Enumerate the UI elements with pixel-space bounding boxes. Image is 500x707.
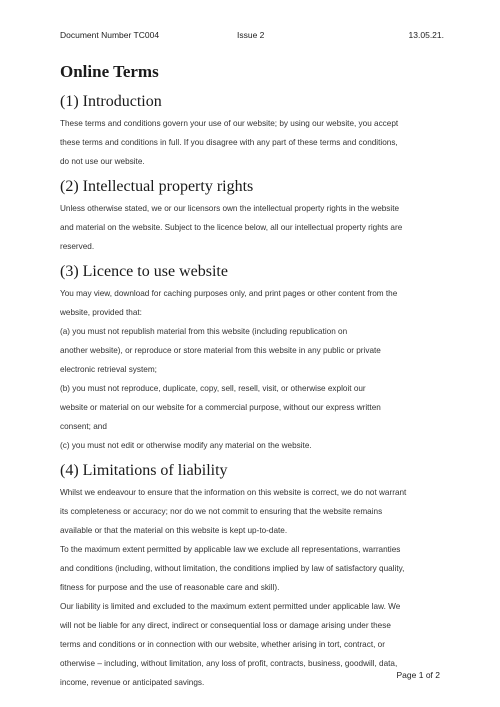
page-header: [60, 30, 444, 42]
paragraph-line: website, provided that:: [60, 308, 142, 317]
paragraph-line: terms and conditions or in connection with our website, whether arising in tort, contract, or: [60, 640, 385, 649]
paragraph-line: its completeness or accuracy; nor do we not commit to ensuring that the website remains: [60, 507, 383, 516]
section-licence: [60, 262, 446, 455]
section-introduction: [60, 92, 446, 171]
section-intellectual-property: [60, 177, 446, 256]
paragraph-line: (b) you must not reproduce, duplicate, copy, sell, resell, visit, or otherwise exploit our: [60, 384, 366, 393]
paragraph-line: another website), or reproduce or store material from this website in any public or private: [60, 346, 381, 355]
paragraph-line: You may view, download for caching purposes only, and print pages or other content from the: [60, 289, 398, 298]
paragraph-line: and material on the website. Subject to the licence below, all our intellectual property rights are: [60, 223, 403, 232]
issue-date: 13.05.21.: [408, 30, 444, 40]
page-number: Page 1 of 2: [396, 670, 440, 680]
section-heading: (4) Limitations of liability: [60, 462, 228, 479]
paragraph-line: website or material on our website for a commercial purpose, without our express written: [60, 403, 381, 412]
paragraph-line: do not use our website.: [60, 157, 145, 166]
paragraph-line: and conditions (including, without limitation, the conditions implied by law of satisfactory quality,: [60, 564, 405, 573]
paragraph-line: consent; and: [60, 422, 107, 431]
issue-number: Issue 2: [237, 30, 265, 40]
paragraph-line: Unless otherwise stated, we or our licensors own the intellectual property rights in the website: [60, 204, 400, 213]
document-title: Online Terms: [60, 62, 159, 81]
section-heading: (2) Intellectual property rights: [60, 178, 254, 195]
paragraph-line: (a) you must not republish material from this website (including republication on: [60, 327, 348, 336]
paragraph-line: electronic retrieval system;: [60, 365, 157, 374]
paragraph-line: Our liability is limited and excluded to the maximum extent permitted under applicable law. We: [60, 602, 401, 611]
paragraph-line: will not be liable for any direct, indirect or consequential loss or damage arising under these: [60, 621, 391, 630]
paragraph-line: (c) you must not edit or otherwise modify any material on the website.: [60, 441, 312, 450]
paragraph-line: fitness for purpose and the use of reasonable care and skill).: [60, 583, 280, 592]
section-liability: [60, 461, 446, 692]
document-body: [60, 62, 446, 698]
paragraph-line: otherwise – including, without limitation, any loss of profit, contracts, business, goodwill, data,: [60, 659, 398, 668]
paragraph-line: income, revenue or anticipated savings.: [60, 678, 205, 687]
section-heading: (1) Introduction: [60, 93, 162, 110]
paragraph-line: available or that the material on this website is kept up-to-date.: [60, 526, 288, 535]
document-number: Document Number TC004: [60, 30, 160, 40]
paragraph-line: these terms and conditions in full. If you disagree with any part of these terms and conditions,: [60, 138, 398, 147]
paragraph-line: To the maximum extent permitted by applicable law we exclude all representations, warranties: [60, 545, 401, 554]
paragraph-line: These terms and conditions govern your use of our website; by using our website, you accept: [60, 119, 399, 128]
paragraph-line: Whilst we endeavour to ensure that the information on this website is correct, we do not warrant: [60, 488, 407, 497]
section-heading: (3) Licence to use website: [60, 263, 228, 280]
paragraph-line: reserved.: [60, 242, 95, 251]
